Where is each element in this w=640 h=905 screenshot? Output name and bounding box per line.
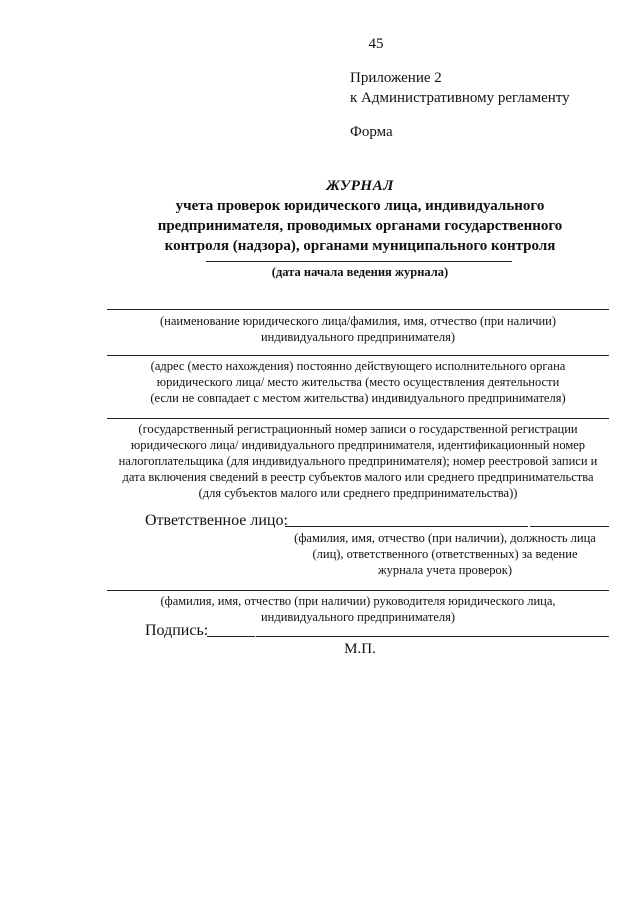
appendix-number: Приложение 2 xyxy=(350,70,442,86)
address-caption-line: (адрес (место нахождения) постоянно действующего исполнительного органа xyxy=(150,359,566,373)
registration-caption xyxy=(100,421,616,501)
form-label: Форма xyxy=(350,124,393,140)
start-date-caption: (дата начала ведения журнала) xyxy=(271,265,449,279)
entity-name-caption-line: индивидуального предпринимателя) xyxy=(260,330,456,344)
head-caption-line: индивидуального предпринимателя) xyxy=(260,610,456,624)
responsible-caption-line: (лиц), ответственного (ответственных) за ведение xyxy=(312,547,578,561)
registration-caption-line: (для субъектов малого или среднего предпринимательства)) xyxy=(198,486,518,500)
registration-field-line[interactable] xyxy=(107,418,609,419)
appendix-reference: к Административному регламенту xyxy=(350,90,570,106)
address-field-line[interactable] xyxy=(107,355,609,356)
signature-label: Подпись: xyxy=(145,622,209,639)
signature-name-field-line[interactable] xyxy=(256,636,609,637)
responsible-caption-line: журнала учета проверок) xyxy=(377,563,513,577)
responsible-person-field-line[interactable] xyxy=(285,526,528,527)
entity-name-caption xyxy=(107,313,609,345)
responsible-caption-line: (фамилия, имя, отчество (при наличии), должность лица xyxy=(294,531,596,545)
registration-caption-line: (государственный регистрационный номер записи о государственной регистрации xyxy=(138,422,578,436)
registration-caption-line: налогоплательщика (для индивидуального предпринимателя); номер реестровой записи и xyxy=(118,454,598,468)
entity-name-caption-line: (наименование юридического лица/фамилия, имя, отчество (при наличии) xyxy=(159,314,557,328)
head-name-caption xyxy=(107,593,609,625)
journal-title-line: предпринимателя, проводимых органами государственного xyxy=(157,218,563,234)
signature-field-line[interactable] xyxy=(207,636,255,637)
start-date-field-line[interactable] xyxy=(206,261,512,262)
responsible-person-caption xyxy=(270,530,620,578)
journal-title-line: контроля (надзора), органами муниципального контроля xyxy=(164,238,556,254)
responsible-position-field-line[interactable] xyxy=(530,526,609,527)
stamp-label: М.П. xyxy=(344,641,376,657)
address-caption-line: юридического лица/ место жительства (место осуществления деятельности xyxy=(156,375,560,389)
page-number: 45 xyxy=(368,36,384,52)
registration-caption-line: юридического лица/ индивидуального предпринимателя, идентификационный номер xyxy=(130,438,586,452)
journal-title-line: учета проверок юридического лица, индивидуального xyxy=(175,198,545,214)
journal-title-heading: ЖУРНАЛ xyxy=(326,178,394,194)
head-name-field-line[interactable] xyxy=(107,590,609,591)
head-caption-line: (фамилия, имя, отчество (при наличии) руководителя юридического лица, xyxy=(160,594,556,608)
entity-name-field-line[interactable] xyxy=(107,309,609,310)
address-caption-line: (если не совпадает с местом жительства) индивидуального предпринимателя) xyxy=(150,391,566,405)
journal-title xyxy=(100,176,620,256)
registration-caption-line: дата включения сведений в реестр субъектов малого или среднего предпринимательства xyxy=(122,470,594,484)
address-caption xyxy=(107,358,609,406)
responsible-person-label: Ответственное лицо: xyxy=(145,512,288,529)
